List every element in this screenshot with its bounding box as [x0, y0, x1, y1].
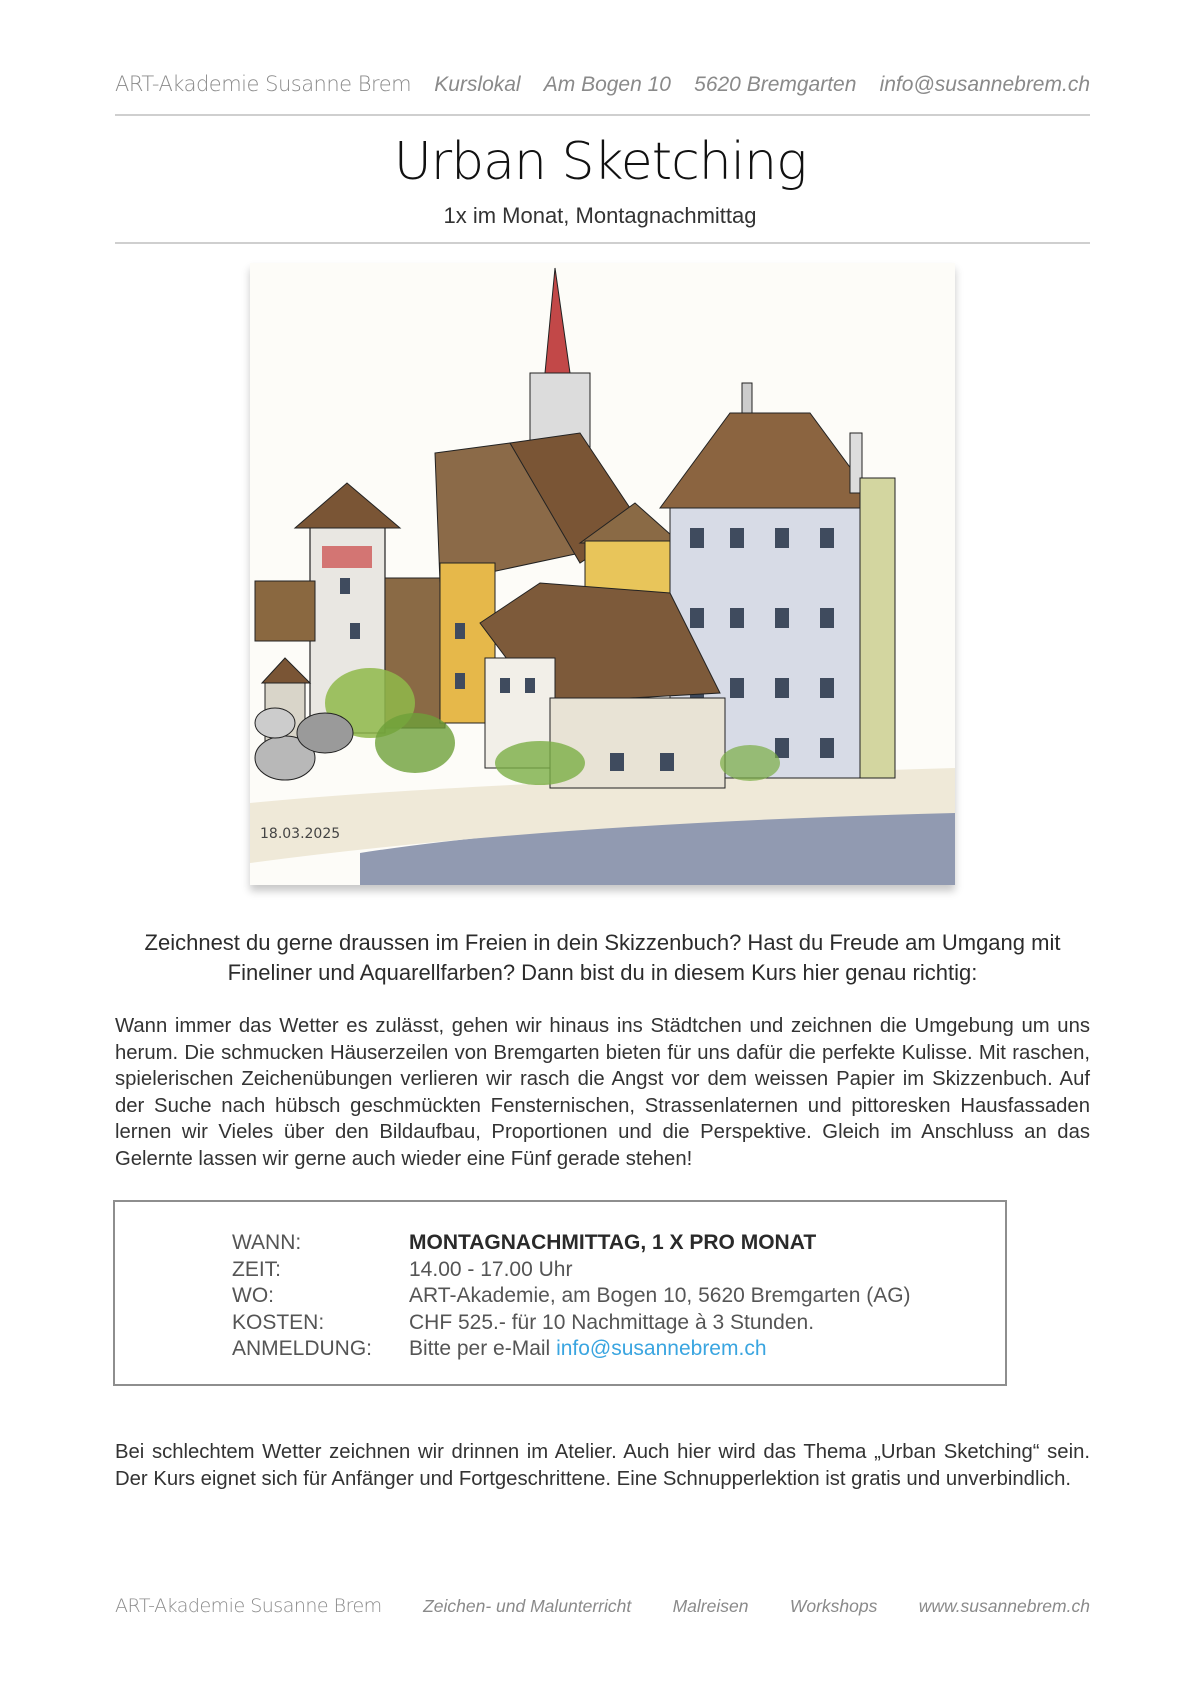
- info-value-text: Bitte per e-Mail: [409, 1337, 557, 1360]
- info-row-anmeldung: [232, 1336, 767, 1363]
- description-paragraph: Wann immer das Wetter es zulässt, gehen wir hinaus ins Städtchen und zeichnen die Umgebung um uns herum. Die schmucken Häuserzeilen von Bremgarten bieten für uns dafür die perfekte Kulisse. Mit raschen, spielerischen Zeichenübungen verlieren wir rasch die Angst vor dem weissen Papier im Skizzenbuch. Auf der Suche nach hübsch geschmückten Fensternischen, Strassenlaternen und pittoresken Hausfassaden lernen wir Vieles über den Bildaufbau, Proportionen und die Perspektive. Gleich im Anschluss an das Gelernte lassen wir gerne auch wieder eine Fünf gerade stehen!: [115, 1015, 1090, 1170]
- page-subtitle: 1x im Monat, Montagnachmittag: [443, 203, 757, 228]
- footer-item-lessons: Zeichen- und Malunterricht: [423, 1596, 632, 1616]
- page-footer: [115, 1595, 1090, 1617]
- info-label: KOSTEN:: [232, 1310, 325, 1334]
- info-row-wann: [232, 1230, 816, 1257]
- title-divider: [115, 242, 1090, 244]
- footer-website-link[interactable]: www.susannebrem.ch: [918, 1596, 1090, 1616]
- info-value: MONTAGNACHMITTAG, 1 X PRO MONAT: [409, 1231, 817, 1254]
- info-row-kosten: [232, 1310, 814, 1337]
- watercolor-painting: [250, 263, 955, 885]
- email-link[interactable]: info@susannebrem.ch: [556, 1337, 767, 1360]
- header-kurslokal: Kurslokal: [434, 73, 521, 96]
- info-label: ANMELDUNG:: [232, 1337, 373, 1360]
- footer-brand: ART-Akademie Susanne Brem: [115, 1595, 382, 1617]
- info-value: ART-Akademie, am Bogen 10, 5620 Bremgarten (AG): [409, 1284, 911, 1307]
- footer-item-travel: Malreisen: [672, 1596, 749, 1616]
- info-label: WO:: [232, 1284, 274, 1307]
- intro-paragraph: Zeichnest du gerne draussen im Freien in dein Skizzenbuch? Hast du Freude am Umgang mit Fineliner und Aquarellfarben? Dann bist du in diesem Kurs hier genau richtig:: [144, 930, 1061, 985]
- info-row-wo: [232, 1283, 911, 1310]
- footer-item-workshops: Workshops: [789, 1596, 878, 1616]
- info-label: ZEIT:: [232, 1257, 282, 1281]
- header-city: 5620 Bremgarten: [694, 73, 857, 96]
- town-sketch-illustration: [250, 263, 955, 885]
- info-label: WANN:: [232, 1231, 302, 1254]
- header-email-link[interactable]: info@susannebrem.ch: [879, 73, 1090, 96]
- header-divider: [115, 114, 1090, 116]
- weather-paragraph: Bei schlechtem Wetter zeichnen wir drinnen im Atelier. Auch hier wird das Thema „Urban Sketching“ sein. Der Kurs eignet sich für Anfänger und Fortgeschrittene. Eine Schnupperlektion ist gratis und unverbindlich.: [115, 1441, 1090, 1490]
- info-value: 14.00 - 17.00 Uhr: [409, 1257, 573, 1281]
- info-value: [409, 1336, 767, 1363]
- header-brand: ART-Akademie Susanne Brem: [115, 72, 412, 96]
- page-title: Urban Sketching: [393, 132, 807, 192]
- info-row-zeit: [232, 1257, 572, 1284]
- page-header: [115, 72, 1090, 97]
- course-info-box: [113, 1200, 1007, 1386]
- info-value: CHF 525.- für 10 Nachmittage à 3 Stunden.: [409, 1310, 815, 1334]
- painting-date: 18.03.2025: [260, 826, 341, 842]
- header-address: Am Bogen 10: [543, 73, 671, 96]
